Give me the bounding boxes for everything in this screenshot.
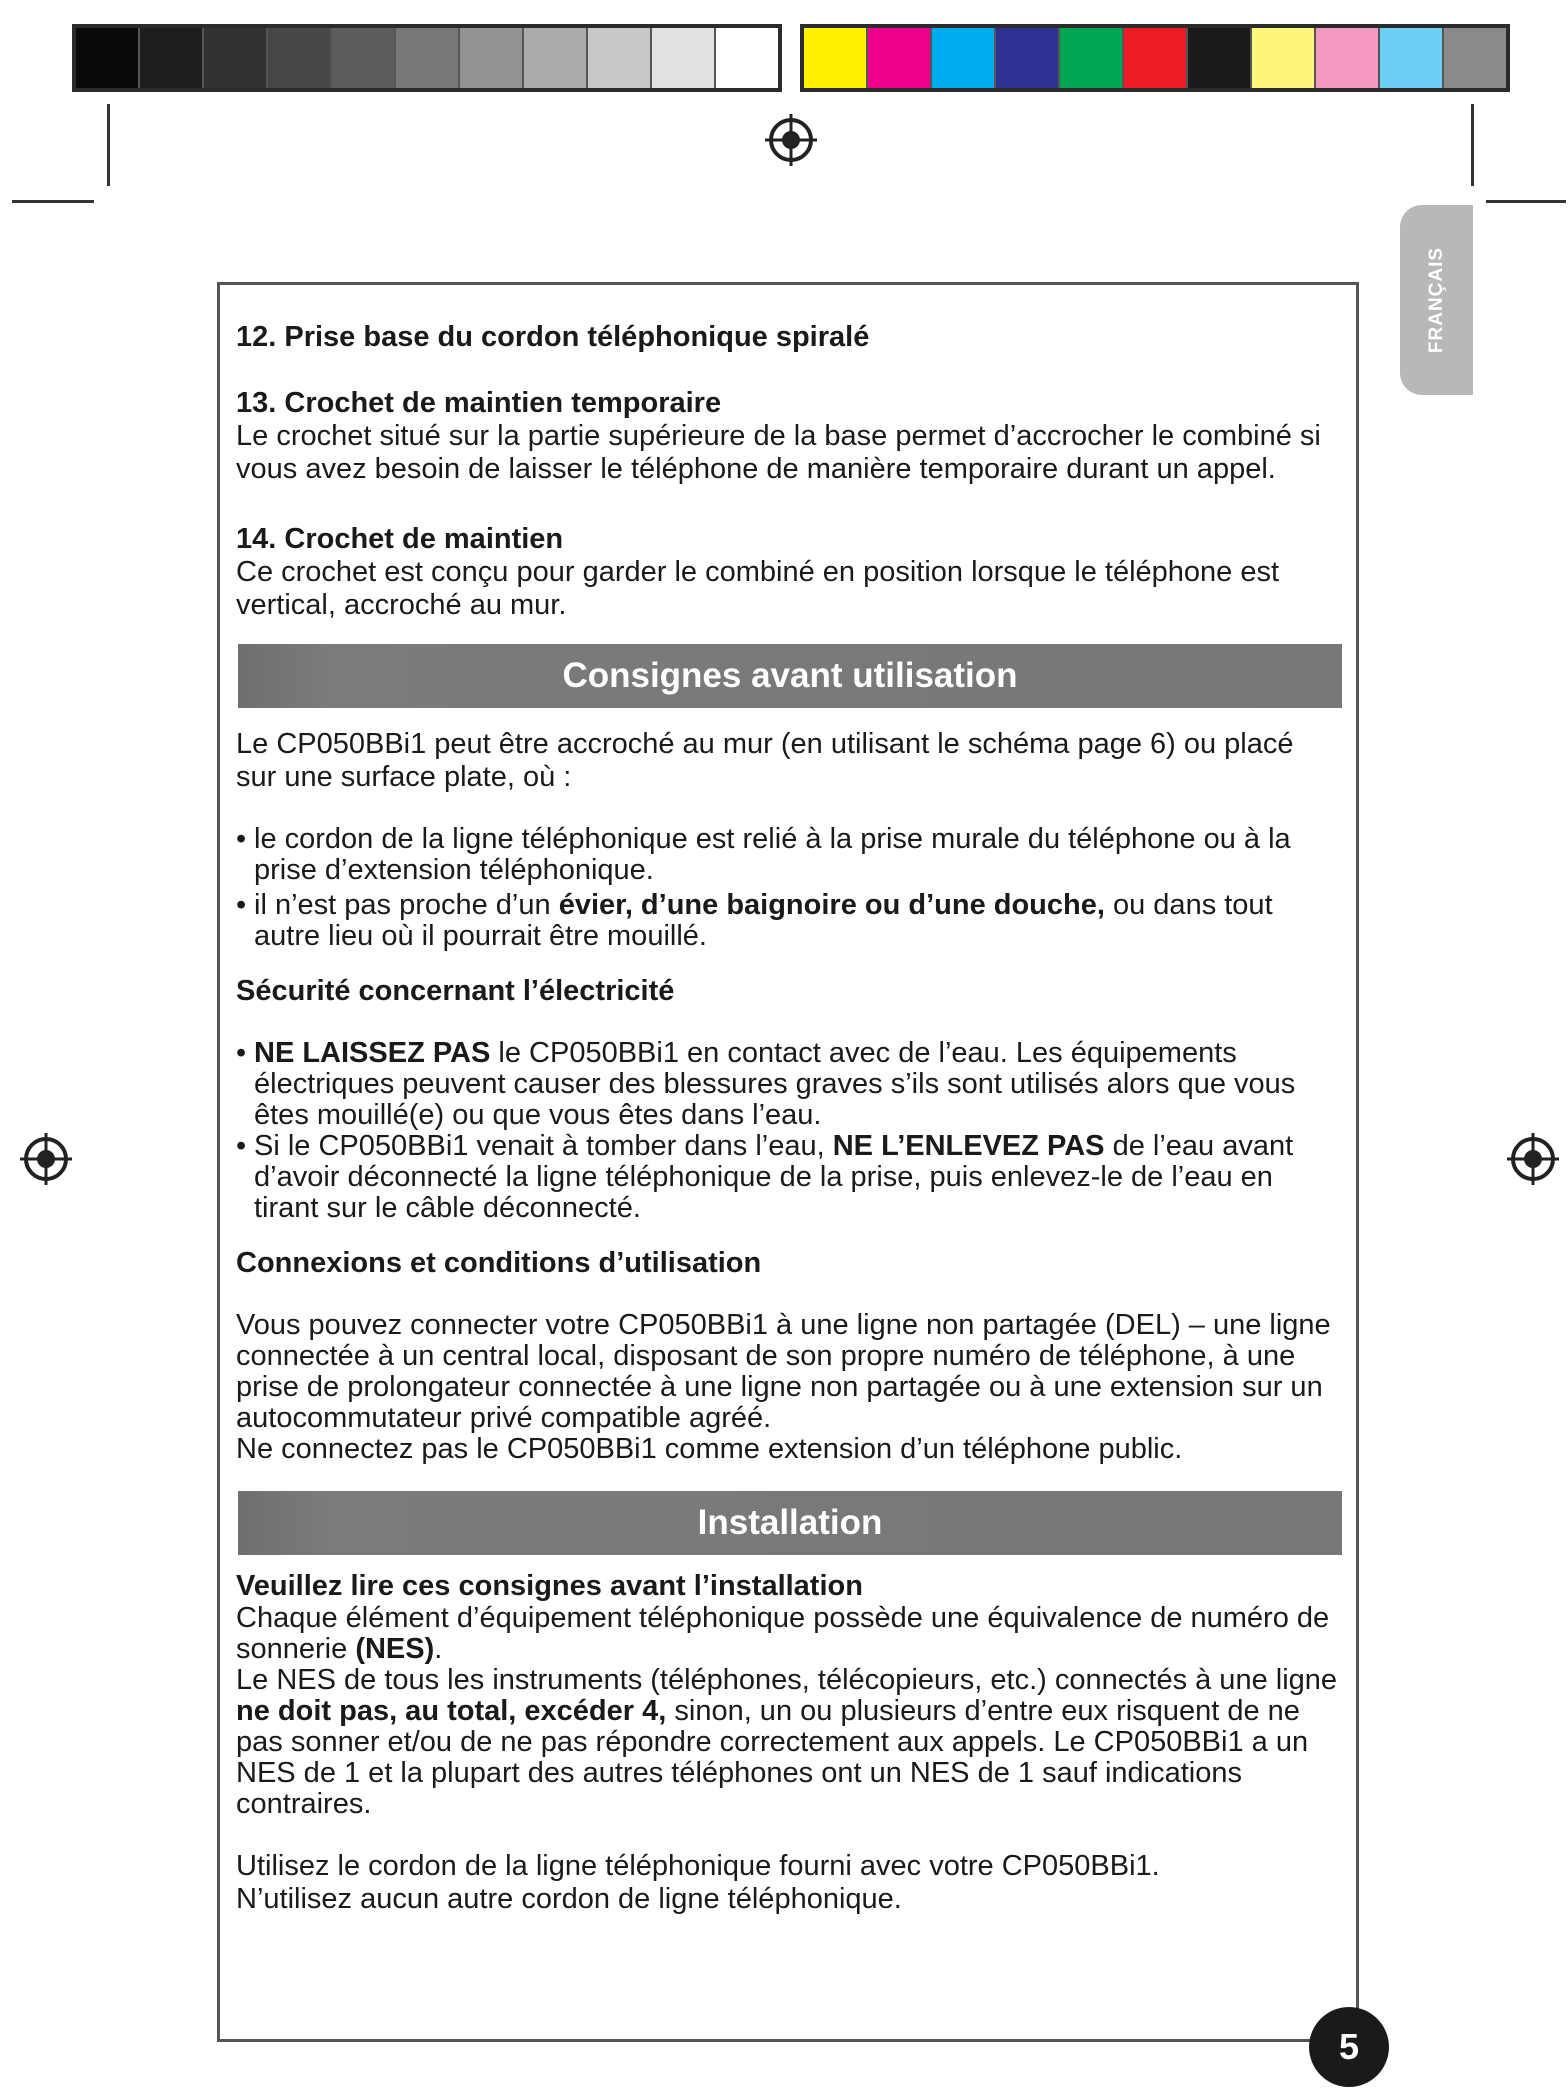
crop-mark-top-left-horizontal xyxy=(12,200,94,203)
page-number-badge: 5 xyxy=(1309,2007,1389,2087)
color-swatch xyxy=(1380,28,1444,88)
list-item: • le cordon de la ligne téléphonique est relié à la prise murale du téléphone ou à la prise d’extension téléphonique. xyxy=(236,823,1291,886)
securite-title: Sécurité concernant l’électricité xyxy=(236,975,675,1007)
securite-bullet-list xyxy=(236,1038,1340,1224)
language-tab xyxy=(1400,205,1473,395)
color-swatch xyxy=(204,28,268,88)
color-swatch xyxy=(1124,28,1188,88)
color-swatch xyxy=(804,28,868,88)
registration-target-icon xyxy=(1505,1131,1561,1187)
item-14-title: 14. Crochet de maintien xyxy=(236,523,564,555)
color-swatch xyxy=(140,28,204,88)
consignes-intro: Le CP050BBi1 peut être accroché au mur (en utilisant le schéma page 6) ou placé sur une surface plate, où : xyxy=(236,728,1294,793)
section-band-consignes: Consignes avant utilisation xyxy=(238,644,1342,708)
color-swatch xyxy=(396,28,460,88)
registration-target-icon xyxy=(18,1131,74,1187)
color-swatch xyxy=(1316,28,1380,88)
color-swatch xyxy=(1188,28,1252,88)
consignes-bullet-list xyxy=(236,824,1340,952)
connexions-warning: Ne connectez pas le CP050BBi1 comme extension d’un téléphone public. xyxy=(236,1433,1183,1465)
installation-cord-text: Utilisez le cordon de la ligne téléphonique fourni avec votre CP050BBi1. xyxy=(236,1850,1160,1882)
crop-mark-top-right-vertical xyxy=(1471,104,1474,186)
installation-nes-limit-text: Le NES de tous les instruments (téléphones, télécopieurs, etc.) connectés à une ligne ne doit pas, au total, excéder 4, sinon, un ou plusieurs d’entre eux risquent de ne pas sonner et/ou de ne pas répondre correctement aux appels. Le CP050BBi1 a un NES de 1 et la plupart des autres téléphones ont un NES de 1 sauf indications contraires. xyxy=(236,1664,1338,1820)
item-13-title: 13. Crochet de maintien temporaire xyxy=(236,387,722,419)
color-swatch xyxy=(716,28,778,88)
list-item: • il n’est pas proche d’un évier, d’une baignoire ou d’une douche, ou dans tout autre lieu où il pourrait être mouillé. xyxy=(236,889,1273,952)
item-12-title: 12. Prise base du cordon téléphonique spiralé xyxy=(236,321,870,353)
color-swatch xyxy=(932,28,996,88)
color-swatch xyxy=(332,28,396,88)
list-item: • NE LAISSEZ PAS le CP050BBi1 en contact avec de l’eau. Les équipements électriques peuvent causer des blessures graves s’ils sont utilisés alors que vous êtes mouillé(e) ou que vous êtes dans l’eau. xyxy=(236,1037,1296,1131)
color-calibration-bar xyxy=(800,24,1510,92)
color-swatch xyxy=(868,28,932,88)
color-swatch xyxy=(652,28,716,88)
grayscale-calibration-bar xyxy=(72,24,782,92)
crop-mark-top-left-vertical xyxy=(107,104,110,186)
page-content xyxy=(236,320,1340,1916)
installation-cord-warning: N’utilisez aucun autre cordon de ligne téléphonique. xyxy=(236,1883,902,1915)
color-swatch xyxy=(1444,28,1506,88)
section-band-installation: Installation xyxy=(238,1491,1342,1555)
language-tab-label: FRANÇAIS xyxy=(1425,246,1447,354)
registration-target-icon xyxy=(763,112,819,168)
color-swatch xyxy=(1252,28,1316,88)
installation-subtitle: Veuillez lire ces consignes avant l’installation xyxy=(236,1570,863,1602)
connexions-text: Vous pouvez connecter votre CP050BBi1 à une ligne non partagée (DEL) – une ligne connectée à un central local, disposant de son propre numéro de téléphone, à une prise de prolongateur connectée à une ligne non partagée ou à une extension sur un autocommutateur privé compatible agréé. xyxy=(236,1309,1331,1434)
installation-nes-text: Chaque élément d’équipement téléphonique possède une équivalence de numéro de sonnerie (NES). xyxy=(236,1602,1330,1665)
color-swatch xyxy=(76,28,140,88)
crop-mark-top-right-horizontal xyxy=(1486,200,1566,203)
color-swatch xyxy=(524,28,588,88)
color-swatch xyxy=(588,28,652,88)
color-swatch xyxy=(1060,28,1124,88)
item-13-text: Le crochet situé sur la partie supérieure de la base permet d’accrocher le combiné si vous avez besoin de laisser le téléphone de manière temporaire durant un appel. xyxy=(236,420,1321,485)
color-swatch xyxy=(268,28,332,88)
color-swatch xyxy=(460,28,524,88)
item-14-text: Ce crochet est conçu pour garder le combiné en position lorsque le téléphone est vertical, accroché au mur. xyxy=(236,556,1280,621)
list-item: • Si le CP050BBi1 venait à tomber dans l’eau, NE L’ENLEVEZ PAS de l’eau avant d’avoir déconnecté la ligne téléphonique de la prise, puis enlevez-le de l’eau en tirant sur le câble déconnecté. xyxy=(236,1130,1294,1224)
color-swatch xyxy=(996,28,1060,88)
connexions-title: Connexions et conditions d’utilisation xyxy=(236,1247,762,1279)
